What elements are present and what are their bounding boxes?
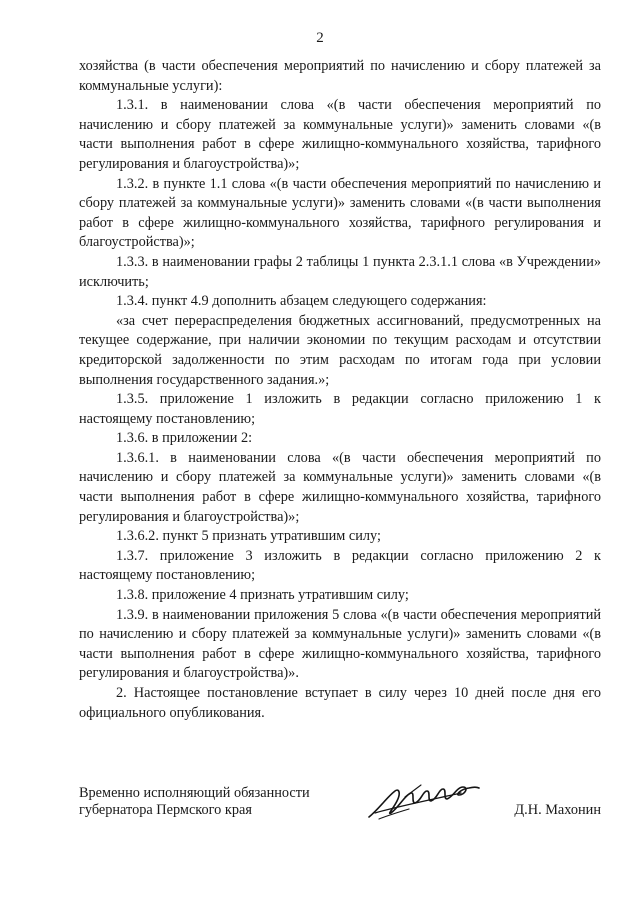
page-number: 2 — [316, 30, 324, 46]
paragraph-1-3-1: 1.3.1. в наименовании слова «(в части обеспечения мероприятий по начислению и сбору платежей за коммунальные услуги)» заменить словами «(в части выполнения работ в сфере жилищно-коммунального хозяйства, тарифного регулирования и благоустройства)»; — [79, 97, 601, 172]
paragraph-1-3-7: 1.3.7. приложение 3 изложить в редакции согласно приложению 2 к настоящему постановлению; — [79, 547, 601, 584]
paragraph-1-3-4: 1.3.4. пункт 4.9 дополнить абзацем следующего содержания: — [116, 293, 487, 310]
paragraph-1-3-3: 1.3.3. в наименовании графы 2 таблицы 1 пункта 2.3.1.1 слова «в Учреждении» исключить; — [79, 253, 601, 290]
paragraph-continuation: хозяйства (в части обеспечения мероприятий по начислению и сбору платежей за коммунальные услуги): — [79, 58, 601, 94]
paragraph-2: 2. Настоящее постановление вступает в силу через 10 дней после дня его официального опубликования. — [79, 685, 601, 721]
paragraph-1-3-6-1: 1.3.6.1. в наименовании слова «(в части обеспечения мероприятий по начислению и сбору платежей за коммунальные услуги)» заменить словами «(в части выполнения работ в сфере жилищно-коммунального хозяйства, тарифного регулирования и благоустройства)»; — [79, 449, 601, 525]
paragraph-quote: «за счет перераспределения бюджетных ассигнований, предусмотренных на текущее содержание, при наличии экономии по текущим расходам и отсутствии кредиторской задолженности по этим расходам по итогам года при условии выполнения государственного задания.»; — [79, 312, 601, 388]
paragraph-1-3-6: 1.3.6. в приложении 2: — [116, 430, 253, 447]
paragraph-1-3-2: 1.3.2. в пункте 1.1 слова «(в части обеспечения мероприятий по начислению и сбору платежей за коммунальные услуги)» заменить словами «(в части выполнения работ в сфере жилищно-коммунального хозяйства, тарифного регулирования и благоустройства)»; — [79, 175, 601, 251]
signatory-position-line-2: губернатора Пермского края — [79, 802, 252, 818]
signatory-name: Д.Н. Махонин — [514, 802, 601, 818]
signature-block — [79, 785, 601, 835]
signatory-position — [79, 785, 310, 819]
handwritten-signature — [365, 779, 483, 823]
paragraph-1-3-5: 1.3.5. приложение 1 изложить в редакции согласно приложению 1 к настоящему постановлению; — [79, 391, 601, 427]
paragraph-1-3-9: 1.3.9. в наименовании приложения 5 слова «(в части обеспечения мероприятий по начислению и сбору платежей за коммунальные услуги)» заменить словами «(в части выполнения работ в сфере жилищно-коммунального хозяйства, тарифного регулирования и благоустройства)». — [79, 606, 601, 682]
document-body — [79, 57, 601, 723]
signatory-position-line-1: Временно исполняющий обязанности — [79, 785, 310, 801]
paragraph-1-3-6-2: 1.3.6.2. пункт 5 признать утратившим силу; — [116, 528, 381, 545]
paragraph-1-3-8: 1.3.8. приложение 4 признать утратившим силу; — [116, 587, 409, 604]
